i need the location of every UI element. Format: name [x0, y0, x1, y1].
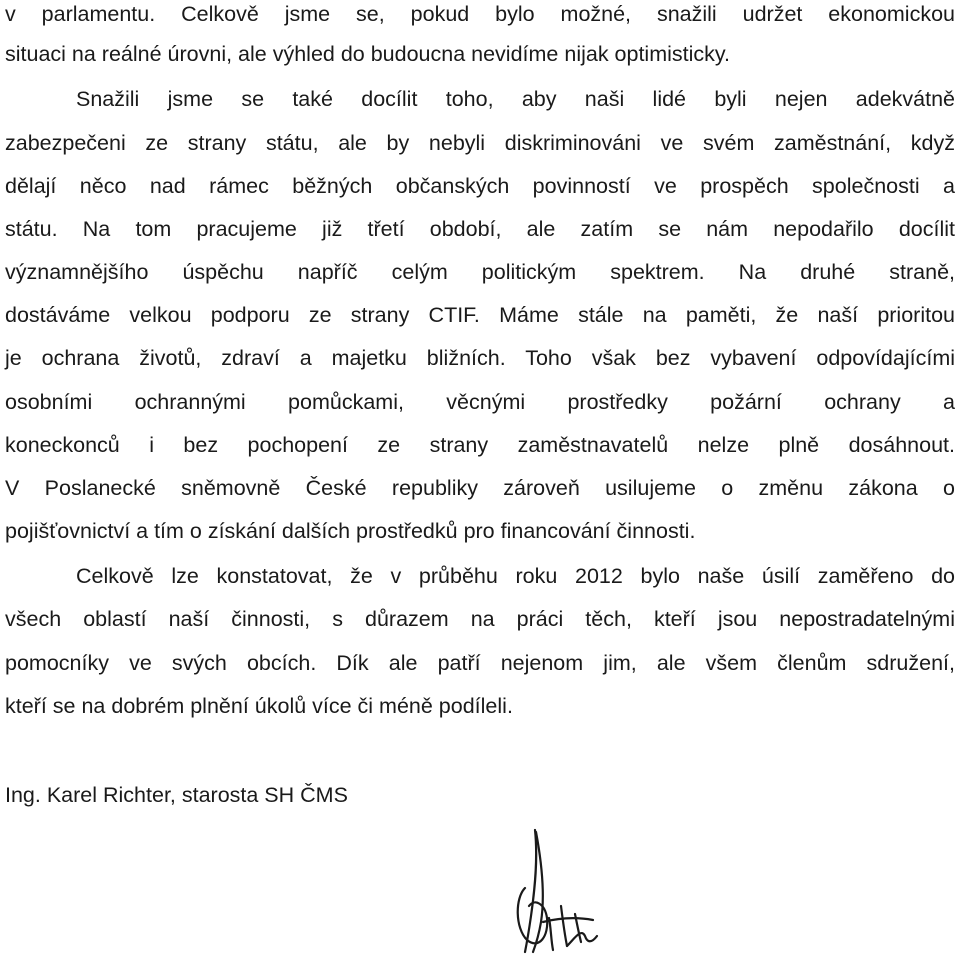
paragraph-2-line-1: Snažili jsme se také docílit toho, aby naši lidé byli nejen adekvátně	[76, 87, 955, 111]
paragraph-2-line-5: významnějšího úspěchu napříč celým politickým spektrem. Na druhé straně,	[5, 260, 955, 284]
signature-line: Ing. Karel Richter, starosta SH ČMS	[5, 783, 348, 807]
handwritten-signature	[505, 818, 615, 956]
paragraph-2-line-2: zabezpečeni ze strany státu, ale by nebyli diskriminováni ve svém zaměstnání, když	[5, 131, 955, 155]
paragraph-3-line-2: všech oblastí naší činnosti, s důrazem na práci těch, kteří jsou nepostradatelnými	[5, 607, 955, 631]
paragraph-1-line-2: situaci na reálné úrovni, ale výhled do budoucna nevidíme nijak optimisticky.	[5, 42, 731, 66]
paragraph-2-line-9: koneckonců i bez pochopení ze strany zaměstnavatelů nelze plně dosáhnout.	[5, 433, 955, 457]
paragraph-3-line-1: Celkově lze konstatovat, že v průběhu roku 2012 bylo naše úsilí zaměřeno do	[76, 564, 955, 588]
paragraph-2-line-8: osobními ochrannými pomůckami, věcnými prostředky požární ochrany a	[5, 390, 955, 414]
paragraph-2-line-4: státu. Na tom pracujeme již třetí období, ale zatím se nám nepodařilo docílit	[5, 217, 955, 241]
paragraph-2-line-3: dělají něco nad rámec běžných občanských povinností ve prospěch společnosti a	[5, 174, 955, 198]
paragraph-2-line-11: pojišťovnictví a tím o získání dalších prostředků pro financování činnosti.	[5, 519, 696, 543]
paragraph-2-line-10: V Poslanecké sněmovně České republiky zároveň usilujeme o změnu zákona o	[5, 476, 955, 500]
paragraph-3-line-4: kteří se na dobrém plnění úkolů více či méně podíleli.	[5, 694, 513, 718]
paragraph-1-line-1: v parlamentu. Celkově jsme se, pokud bylo možné, snažili udržet ekonomickou	[5, 2, 955, 26]
paragraph-2-line-7: je ochrana životů, zdraví a majetku bližních. Toho však bez vybavení odpovídajícími	[5, 346, 955, 370]
paragraph-3-line-3: pomocníky ve svých obcích. Dík ale patří nejenom jim, ale všem členům sdružení,	[5, 651, 955, 675]
paragraph-2-line-6: dostáváme velkou podporu ze strany CTIF. Máme stále na paměti, že naší prioritou	[5, 303, 955, 327]
